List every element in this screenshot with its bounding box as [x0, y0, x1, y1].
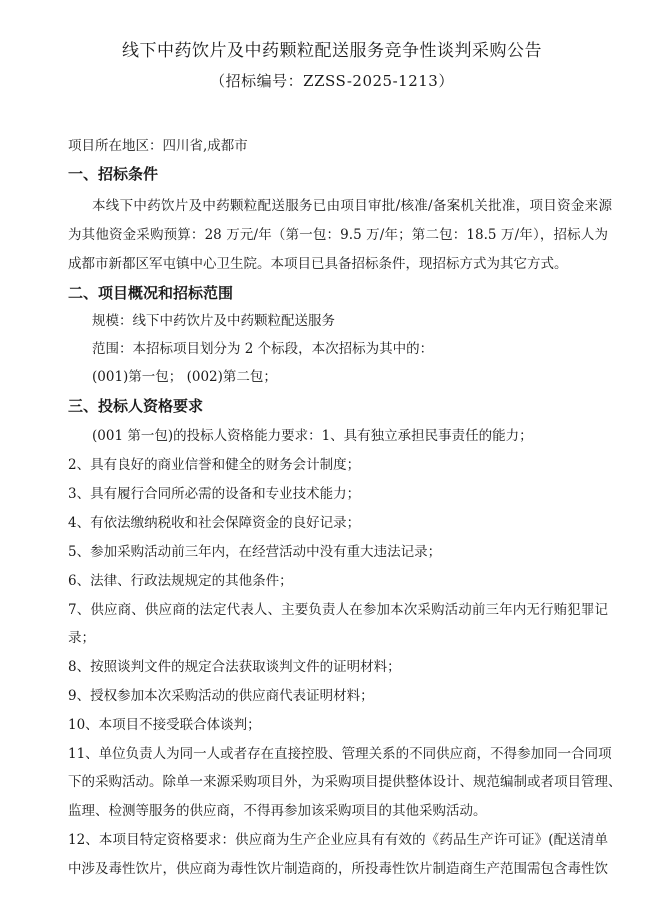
tender-number: （招标编号：ZZSS-2025-1213）	[210, 72, 454, 90]
qualification-item: 11、单位负责人为同一人或者存在直接控股、管理关系的不同供应商，不得参加同一合同项	[68, 746, 612, 762]
qualification-intro: (001 第一包)的投标人资格能力要求：1、具有独立承担民事责任的能力；	[92, 428, 533, 444]
qualification-item: 10、本项目不接受联合体谈判；	[68, 717, 261, 733]
document-title: 线下中药饮片及中药颗粒配送服务竞争性谈判采购公告	[122, 41, 542, 61]
package-list: (001)第一包； (002)第二包；	[92, 369, 277, 385]
project-scale: 规模：线下中药饮片及中药颗粒配送服务	[92, 313, 335, 329]
qualification-item: 2、具有良好的商业信誉和健全的财务会计制度；	[68, 457, 361, 473]
qualification-item: 6、法律、行政法规规定的其他条件；	[68, 573, 293, 589]
paragraph-line: 本线下中药饮片及中药颗粒配送服务已由项目审批/核准/备案机关批准，项目资金来源	[92, 198, 612, 214]
qualification-item: 3、具有履行合同所必需的设备和专业技术能力；	[68, 486, 361, 502]
qualification-item: 9、授权参加本次采购活动的供应商代表证明材料；	[68, 688, 374, 704]
qualification-item: 7、供应商、供应商的法定代表人、主要负责人在参加本次采购活动前三年内无行贿犯罪记	[68, 602, 608, 618]
qualification-item: 监理、检测等服务的供应商，不得再参加该采购项目的其他采购活动。	[68, 803, 487, 819]
section-heading-conditions: 一、招标条件	[68, 165, 159, 183]
qualification-item: 5、参加采购活动前三年内，在经营活动中没有重大违法记录；	[68, 544, 442, 560]
project-location: 项目所在地区：四川省,成都市	[68, 138, 248, 154]
qualification-item: 8、按照谈判文件的规定合法获取谈判文件的证明材料；	[68, 659, 401, 675]
qualification-item: 录；	[68, 630, 95, 646]
paragraph-line: 成都市新都区军屯镇中心卫生院。本项目已具备招标条件，现招标方式为其它方式。	[68, 256, 568, 272]
section-heading-qualifications: 三、投标人资格要求	[68, 397, 204, 415]
project-scope: 范围：本招标项目划分为 2 个标段，本次招标为其中的：	[92, 341, 434, 357]
qualification-item: 12、本项目特定资格要求：供应商为生产企业应具有有效的《药品生产许可证》(配送清单	[68, 832, 608, 848]
qualification-item: 4、有依法缴纳税收和社会保障资金的良好记录；	[68, 515, 361, 531]
paragraph-line: 为其他资金采购预算：28 万元/年（第一包：9.5 万/年；第二包：18.5 万/年），招标人为	[68, 227, 608, 243]
qualification-item: 下的采购活动。除单一来源采购项目外，为采购项目提供整体设计、规范编制或者项目管理、	[68, 774, 622, 790]
qualification-item: 中涉及毒性饮片，供应商为毒性饮片制造商的，所投毒性饮片制造商生产范围需包含毒性饮	[68, 861, 608, 877]
section-heading-overview: 二、项目概况和招标范围	[68, 284, 234, 302]
